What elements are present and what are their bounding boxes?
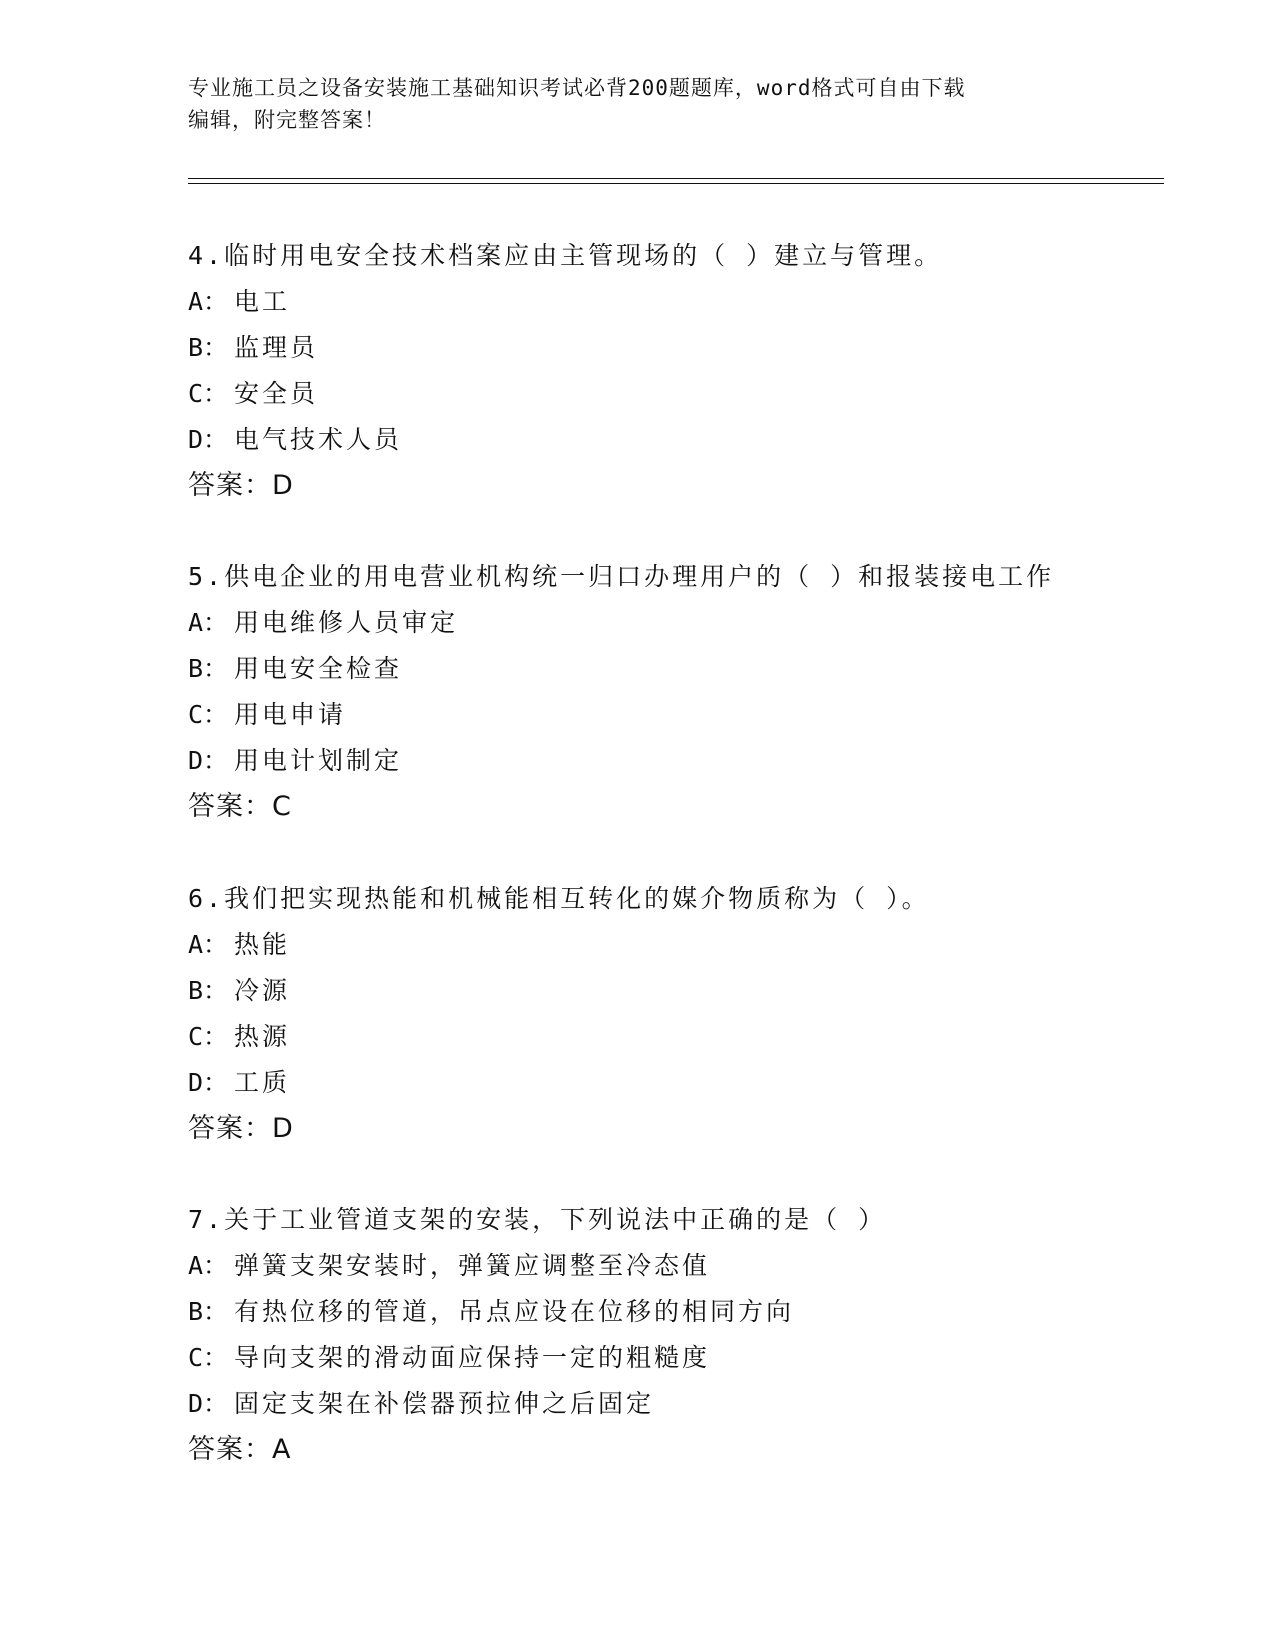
option-text: 固定支架在补偿器预拉伸之后固定 — [234, 1389, 655, 1418]
option-a — [188, 607, 1168, 639]
question-stem: 6.我们把实现热能和机械能相互转化的媒介物质称为（ ）。 — [188, 884, 930, 913]
option-key: B： — [188, 976, 229, 1005]
option-key: D： — [188, 1389, 229, 1418]
option-key: A： — [188, 1251, 229, 1280]
header-divider-bottom — [188, 183, 1164, 184]
option-key: C： — [188, 700, 229, 729]
option-text: 用电计划制定 — [234, 746, 403, 775]
option-c — [188, 1342, 1168, 1374]
option-b — [188, 332, 1168, 364]
option-text: 用电安全检查 — [234, 654, 403, 683]
option-d — [188, 1067, 1168, 1099]
option-d — [188, 1388, 1168, 1420]
option-text: 导向支架的滑动面应保持一定的粗糙度 — [234, 1343, 711, 1372]
option-text: 电气技术人员 — [234, 425, 403, 454]
option-text: 用电维修人员审定 — [234, 608, 459, 637]
option-c — [188, 1021, 1168, 1053]
answer-line: 答案：C — [188, 791, 292, 822]
header-line-1: 专业施工员之设备安装施工基础知识考试必背200题题库，word格式可自由下载 — [188, 76, 966, 100]
option-a — [188, 1250, 1168, 1282]
option-text: 热源 — [234, 1022, 291, 1051]
option-text: 工质 — [234, 1068, 291, 1097]
option-c — [188, 378, 1168, 410]
option-key: A： — [188, 930, 229, 959]
option-a — [188, 286, 1168, 318]
option-text: 安全员 — [234, 379, 319, 408]
question-4 — [188, 240, 1168, 502]
option-key: D： — [188, 1068, 229, 1097]
option-b — [188, 1296, 1168, 1328]
header-line-2: 编辑，附完整答案！ — [188, 108, 386, 132]
option-key: B： — [188, 654, 229, 683]
option-b — [188, 975, 1168, 1007]
option-a — [188, 929, 1168, 961]
option-key: A： — [188, 287, 229, 316]
option-key: B： — [188, 333, 229, 362]
option-key: D： — [188, 746, 229, 775]
option-text: 有热位移的管道，吊点应设在位移的相同方向 — [234, 1297, 795, 1326]
option-text: 弹簧支架安装时，弹簧应调整至冷态值 — [234, 1251, 711, 1280]
question-7 — [188, 1204, 1168, 1466]
option-key: B： — [188, 1297, 229, 1326]
question-stem: 7.关于工业管道支架的安装，下列说法中正确的是（ ） — [188, 1205, 887, 1234]
option-c — [188, 699, 1168, 731]
option-text: 用电申请 — [234, 700, 347, 729]
question-5 — [188, 561, 1168, 823]
option-text: 热能 — [234, 930, 291, 959]
option-d — [188, 745, 1168, 777]
header-divider-top — [188, 178, 1164, 179]
question-6 — [188, 883, 1168, 1145]
option-key: C： — [188, 1022, 229, 1051]
option-key: C： — [188, 1343, 229, 1372]
option-text: 监理员 — [234, 333, 319, 362]
answer-line: 答案：D — [188, 1113, 294, 1144]
answer-line: 答案：A — [188, 1434, 292, 1465]
option-key: A： — [188, 608, 229, 637]
question-stem: 4.临时用电安全技术档案应由主管现场的（ ）建立与管理。 — [188, 241, 943, 270]
option-text: 电工 — [234, 287, 291, 316]
option-key: D： — [188, 425, 229, 454]
answer-line: 答案：D — [188, 470, 294, 501]
option-key: C： — [188, 379, 229, 408]
question-stem: 5.供电企业的用电营业机构统一归口办理用户的（ ）和报装接电工作 — [188, 562, 1055, 591]
option-d — [188, 424, 1168, 456]
option-b — [188, 653, 1168, 685]
document-header — [188, 72, 1068, 136]
option-text: 冷源 — [234, 976, 291, 1005]
